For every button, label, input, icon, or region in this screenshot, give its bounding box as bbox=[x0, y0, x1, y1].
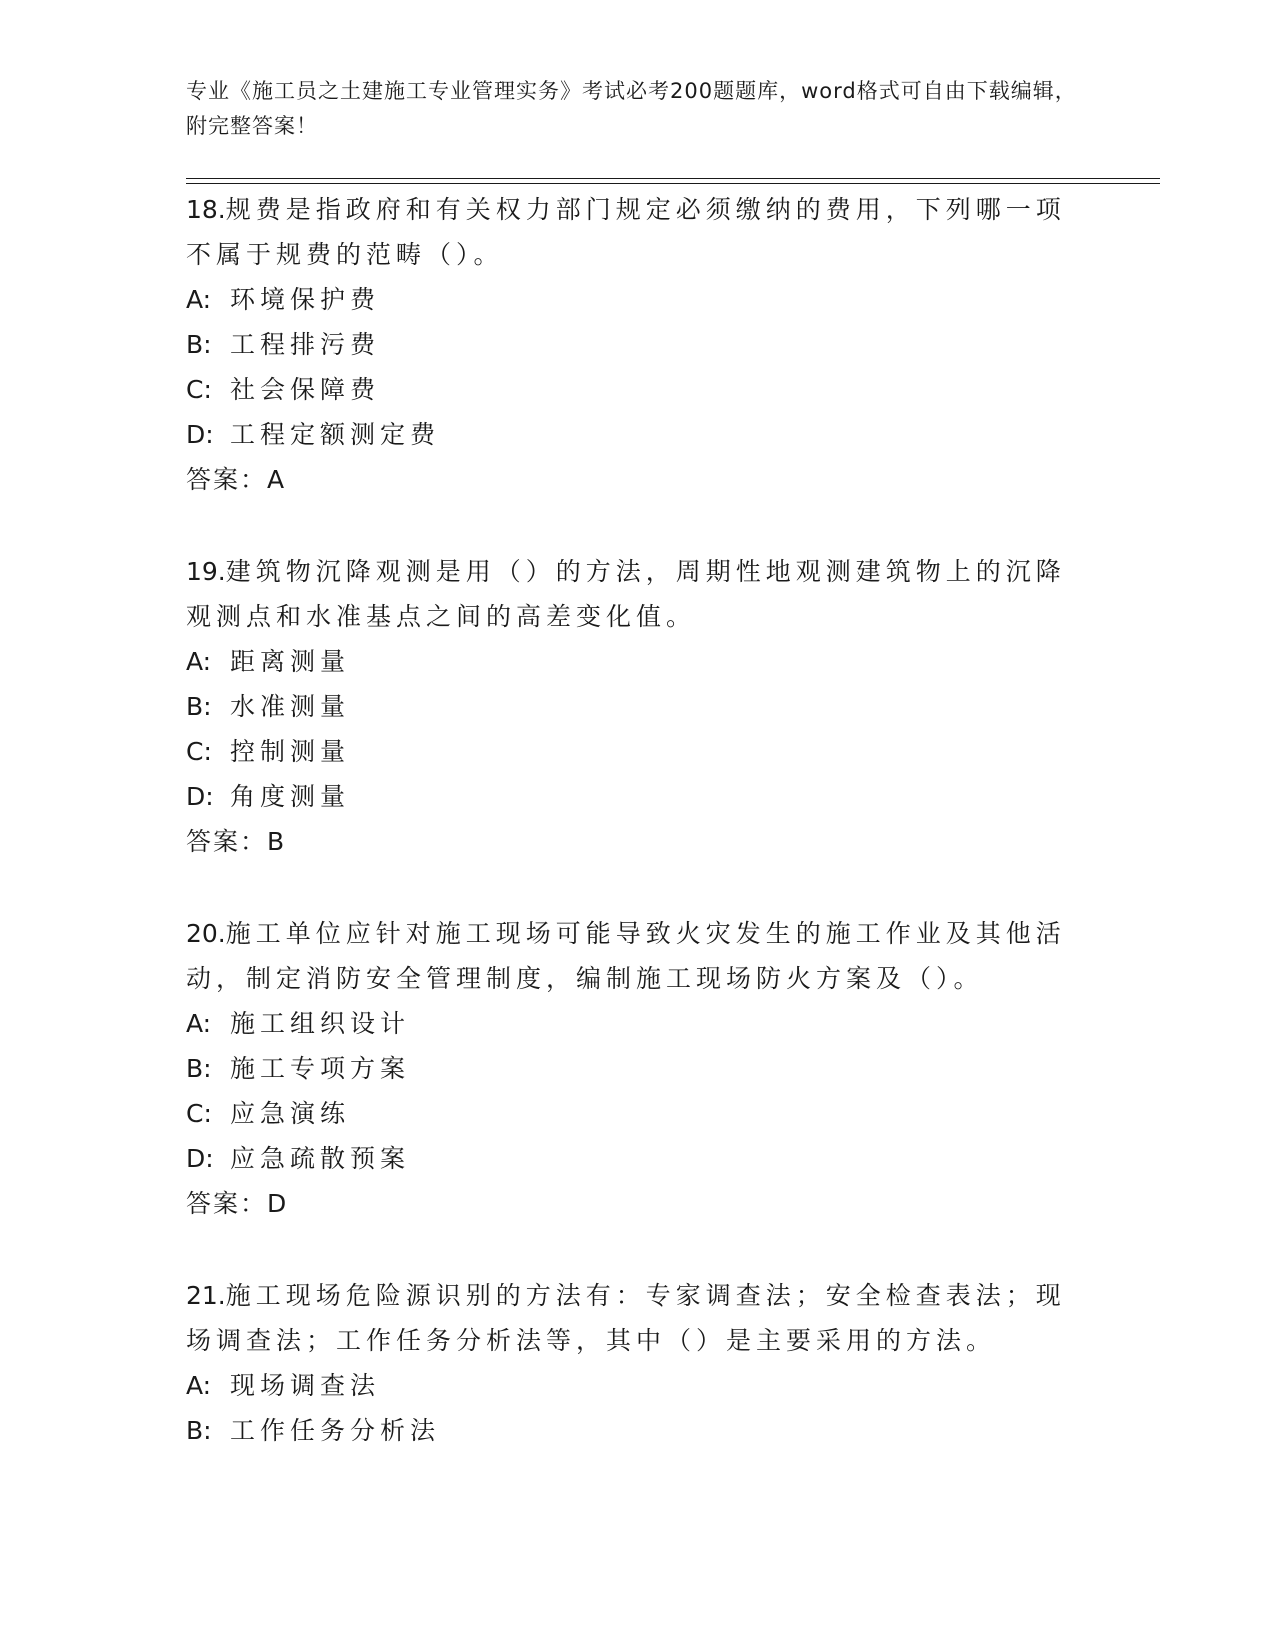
option-letter: B: bbox=[186, 1054, 212, 1083]
option-b bbox=[186, 684, 1086, 729]
option-text: 水准测量 bbox=[230, 692, 351, 721]
question-number: 19. bbox=[186, 557, 226, 586]
option-letter: D: bbox=[186, 420, 214, 449]
header-rule-top bbox=[186, 178, 1160, 179]
option-text: 工程排污费 bbox=[230, 330, 381, 359]
option-a bbox=[186, 639, 1086, 684]
option-d bbox=[186, 1136, 1086, 1181]
question-stem bbox=[186, 1273, 1086, 1363]
option-text: 环境保护费 bbox=[230, 285, 381, 314]
option-letter: C: bbox=[186, 1099, 212, 1128]
option-a bbox=[186, 1001, 1086, 1046]
question-text: 规费是指政府和有关权力部门规定必须缴纳的费用，下列哪一项不属于规费的范畴（）。 bbox=[186, 195, 1066, 269]
option-a bbox=[186, 1363, 1086, 1408]
question-number: 21. bbox=[186, 1281, 226, 1310]
option-c bbox=[186, 1091, 1086, 1136]
question-list bbox=[186, 187, 1086, 1453]
option-letter: C: bbox=[186, 737, 212, 766]
option-b bbox=[186, 1408, 1086, 1453]
option-letter: D: bbox=[186, 1144, 214, 1173]
document-header: 专业《施工员之土建施工专业管理实务》考试必考200题题库，word格式可自由下载编辑，附完整答案！ bbox=[186, 79, 1077, 138]
option-c bbox=[186, 367, 1086, 412]
option-d bbox=[186, 774, 1086, 819]
option-text: 施工专项方案 bbox=[230, 1054, 411, 1083]
option-letter: C: bbox=[186, 375, 212, 404]
option-letter: B: bbox=[186, 330, 212, 359]
question-spacer bbox=[186, 502, 1086, 549]
answer-line: 答案：A bbox=[186, 465, 287, 494]
option-letter: A: bbox=[186, 1371, 212, 1400]
option-b bbox=[186, 322, 1086, 367]
option-a bbox=[186, 277, 1086, 322]
question-stem bbox=[186, 911, 1086, 1001]
option-text: 角度测量 bbox=[230, 782, 351, 811]
option-text: 工程定额测定费 bbox=[230, 420, 441, 449]
question-text: 建筑物沉降观测是用（）的方法，周期性地观测建筑物上的沉降观测点和水准基点之间的高差变化值。 bbox=[186, 557, 1066, 631]
option-letter: A: bbox=[186, 1009, 212, 1038]
question-number: 18. bbox=[186, 195, 226, 224]
option-text: 应急演练 bbox=[230, 1099, 351, 1128]
question-spacer bbox=[186, 864, 1086, 911]
option-letter: D: bbox=[186, 782, 214, 811]
header-rule-bottom bbox=[186, 183, 1160, 184]
option-d bbox=[186, 412, 1086, 457]
question-stem bbox=[186, 187, 1086, 277]
option-c bbox=[186, 729, 1086, 774]
question-stem bbox=[186, 549, 1086, 639]
answer-line: 答案：B bbox=[186, 827, 287, 856]
option-letter: B: bbox=[186, 1416, 212, 1445]
option-text: 距离测量 bbox=[230, 647, 351, 676]
option-letter: A: bbox=[186, 285, 212, 314]
question-spacer bbox=[186, 1226, 1086, 1273]
answer-line: 答案：D bbox=[186, 1189, 289, 1218]
option-text: 施工组织设计 bbox=[230, 1009, 411, 1038]
option-text: 控制测量 bbox=[230, 737, 351, 766]
option-letter: B: bbox=[186, 692, 212, 721]
question-18 bbox=[186, 187, 1086, 502]
option-letter: A: bbox=[186, 647, 212, 676]
question-19 bbox=[186, 549, 1086, 864]
option-text: 工作任务分析法 bbox=[230, 1416, 441, 1445]
option-text: 社会保障费 bbox=[230, 375, 381, 404]
question-text: 施工单位应针对施工现场可能导致火灾发生的施工作业及其他活动，制定消防安全管理制度，编制施工现场防火方案及（）。 bbox=[186, 919, 1066, 993]
question-number: 20. bbox=[186, 919, 226, 948]
question-21 bbox=[186, 1273, 1086, 1453]
option-b bbox=[186, 1046, 1086, 1091]
option-text: 现场调查法 bbox=[230, 1371, 381, 1400]
question-20 bbox=[186, 911, 1086, 1226]
question-text: 施工现场危险源识别的方法有：专家调查法；安全检查表法；现场调查法；工作任务分析法等，其中（）是主要采用的方法。 bbox=[186, 1281, 1066, 1355]
option-text: 应急疏散预案 bbox=[230, 1144, 411, 1173]
